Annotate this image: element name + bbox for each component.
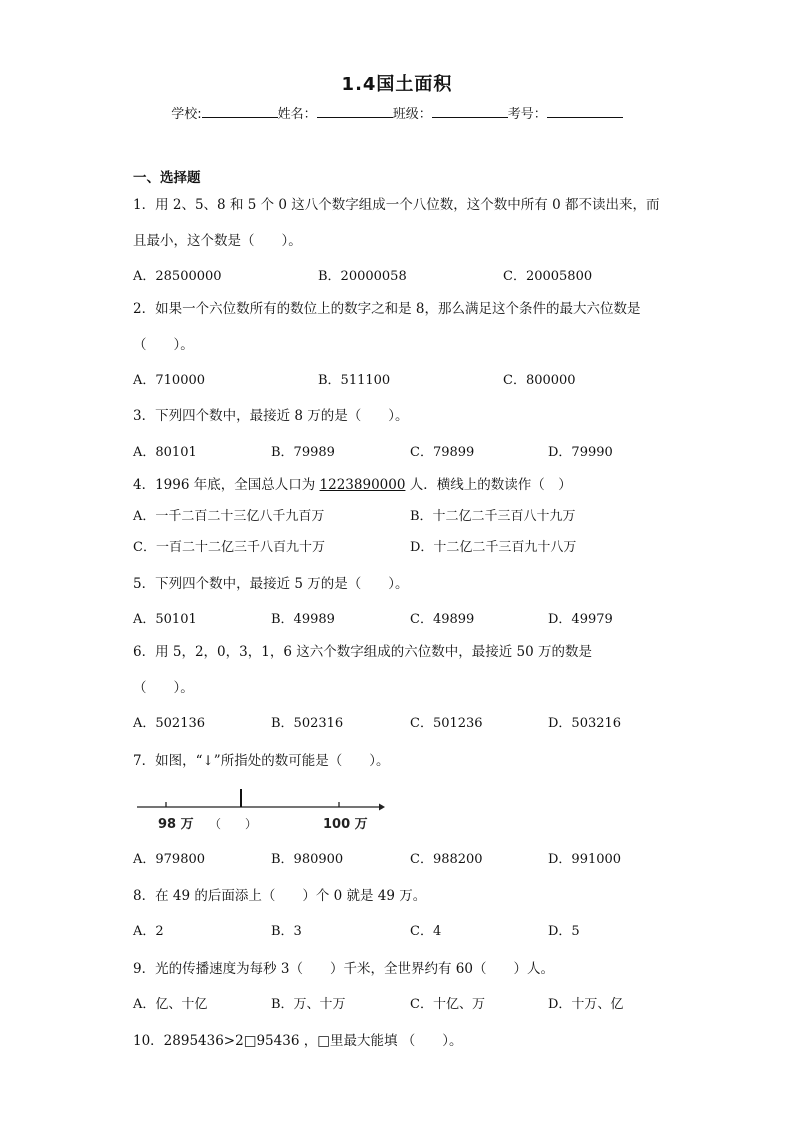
question-4-line-1 xyxy=(133,473,572,493)
class-label: 班级： xyxy=(392,107,432,122)
question-7-options xyxy=(133,848,653,866)
worksheet-title: 1.4国土面积 xyxy=(341,74,453,95)
school-blank[interactable] xyxy=(202,103,278,118)
option-b[interactable]: B．49989 xyxy=(271,612,335,627)
question-4-options-row-2 xyxy=(133,536,653,554)
option-c[interactable]: C．79899 xyxy=(410,445,475,460)
number-line-figure xyxy=(133,787,393,837)
student-info-row xyxy=(0,103,794,122)
option-b[interactable]: B．79989 xyxy=(271,445,335,460)
option-d[interactable]: D．十二亿二千三百九十八万 xyxy=(410,540,577,555)
question-6-line-1: 6．用 5，2，0，3，1，6 这六个数字组成的六位数中，最接近 50 万的数是 xyxy=(133,644,592,660)
question-6-options xyxy=(133,712,653,730)
option-c[interactable]: C．十亿、万 xyxy=(410,997,485,1012)
question-4-options-row-1 xyxy=(133,505,653,523)
question-9-options xyxy=(133,993,653,1011)
question-7-line-1: 7．如图，“↓”所指处的数可能是（ ）。 xyxy=(133,753,390,769)
question-6-line-2: （ ）。 xyxy=(133,680,194,696)
option-a[interactable]: A．710000 xyxy=(133,373,206,388)
question-8-line-1: 8．在 49 的后面添上（ ）个 0 就是 49 万。 xyxy=(133,888,427,904)
option-a[interactable]: A．502136 xyxy=(133,716,206,731)
question-2-line-2: （ ）。 xyxy=(133,337,194,353)
name-label: 姓名： xyxy=(277,107,317,122)
option-d[interactable]: D．991000 xyxy=(548,852,622,867)
option-c[interactable]: C．一百二十二亿三千八百九十万 xyxy=(133,540,325,555)
arrow-head-icon xyxy=(379,804,385,811)
option-c[interactable]: C．20005800 xyxy=(503,269,593,284)
option-b[interactable]: B．20000058 xyxy=(318,269,407,284)
question-4-text-pre: 4．1996 年底，全国总人口为 xyxy=(133,477,320,493)
option-a[interactable]: A．80101 xyxy=(133,445,197,460)
question-5-options xyxy=(133,608,653,626)
option-a[interactable]: A．979800 xyxy=(133,852,206,867)
label-100-wan: 100 万 xyxy=(323,817,368,832)
option-d[interactable]: D．5 xyxy=(548,924,580,939)
school-label: 学校: xyxy=(171,107,202,122)
exam-no-label: 考号： xyxy=(507,107,547,122)
exam-no-blank[interactable] xyxy=(547,103,623,118)
option-b[interactable]: B．十二亿二千三百八十九万 xyxy=(410,509,576,524)
question-5-line-1: 5．下列四个数中，最接近 5 万的是（ ）。 xyxy=(133,576,409,592)
question-1-line-2: 且最小，这个数是（ ）。 xyxy=(133,233,302,249)
question-2-options xyxy=(133,369,653,387)
option-b[interactable]: B．980900 xyxy=(271,852,344,867)
question-3-line-1: 3．下列四个数中，最接近 8 万的是（ ）。 xyxy=(133,408,409,424)
option-a[interactable]: A．50101 xyxy=(133,612,197,627)
question-3-options xyxy=(133,441,653,459)
label-98-wan: 98 万 xyxy=(158,817,194,832)
option-b[interactable]: B．511100 xyxy=(318,373,391,388)
label-blank: （ ） xyxy=(209,817,258,831)
class-blank[interactable] xyxy=(432,103,508,118)
option-c[interactable]: C．501236 xyxy=(410,716,483,731)
section-heading: 一、选择题 xyxy=(133,170,201,186)
option-c[interactable]: C．4 xyxy=(410,924,442,939)
option-a[interactable]: A．亿、十亿 xyxy=(133,997,208,1012)
option-d[interactable]: D．79990 xyxy=(548,445,613,460)
option-b[interactable]: B．3 xyxy=(271,924,302,939)
underlined-number: 1223890000 xyxy=(319,477,406,493)
question-1-line-1: 1．用 2、5、8 和 5 个 0 这八个数字组成一个八位数，这个数中所有 0 都不读出来，而 xyxy=(133,197,660,213)
question-8-options xyxy=(133,920,653,938)
option-b[interactable]: B．万、十万 xyxy=(271,997,346,1012)
option-c[interactable]: C．988200 xyxy=(410,852,483,867)
question-2-line-1: 2．如果一个六位数所有的数位上的数字之和是 8，那么满足这个条件的最大六位数是 xyxy=(133,301,641,317)
question-1-options xyxy=(133,265,653,283)
option-c[interactable]: C．49899 xyxy=(410,612,475,627)
option-d[interactable]: D．十万、亿 xyxy=(548,997,624,1012)
option-b[interactable]: B．502316 xyxy=(271,716,344,731)
option-a[interactable]: A．28500000 xyxy=(133,269,222,284)
option-d[interactable]: D．49979 xyxy=(548,612,613,627)
name-blank[interactable] xyxy=(317,103,393,118)
option-d[interactable]: D．503216 xyxy=(548,716,622,731)
option-a[interactable]: A．2 xyxy=(133,924,164,939)
question-4-text-post: 人．横线上的数读作（ ） xyxy=(405,477,572,493)
question-9-line-1: 9．光的传播速度为每秒 3（ ）千米，全世界约有 60（ ）人。 xyxy=(133,961,554,977)
option-a[interactable]: A．一千二百二十三亿八千九百万 xyxy=(133,509,325,524)
option-c[interactable]: C．800000 xyxy=(503,373,576,388)
question-10-line-1: 10．2895436>2□95436 ，□里最大能填 （ ）。 xyxy=(133,1033,463,1049)
